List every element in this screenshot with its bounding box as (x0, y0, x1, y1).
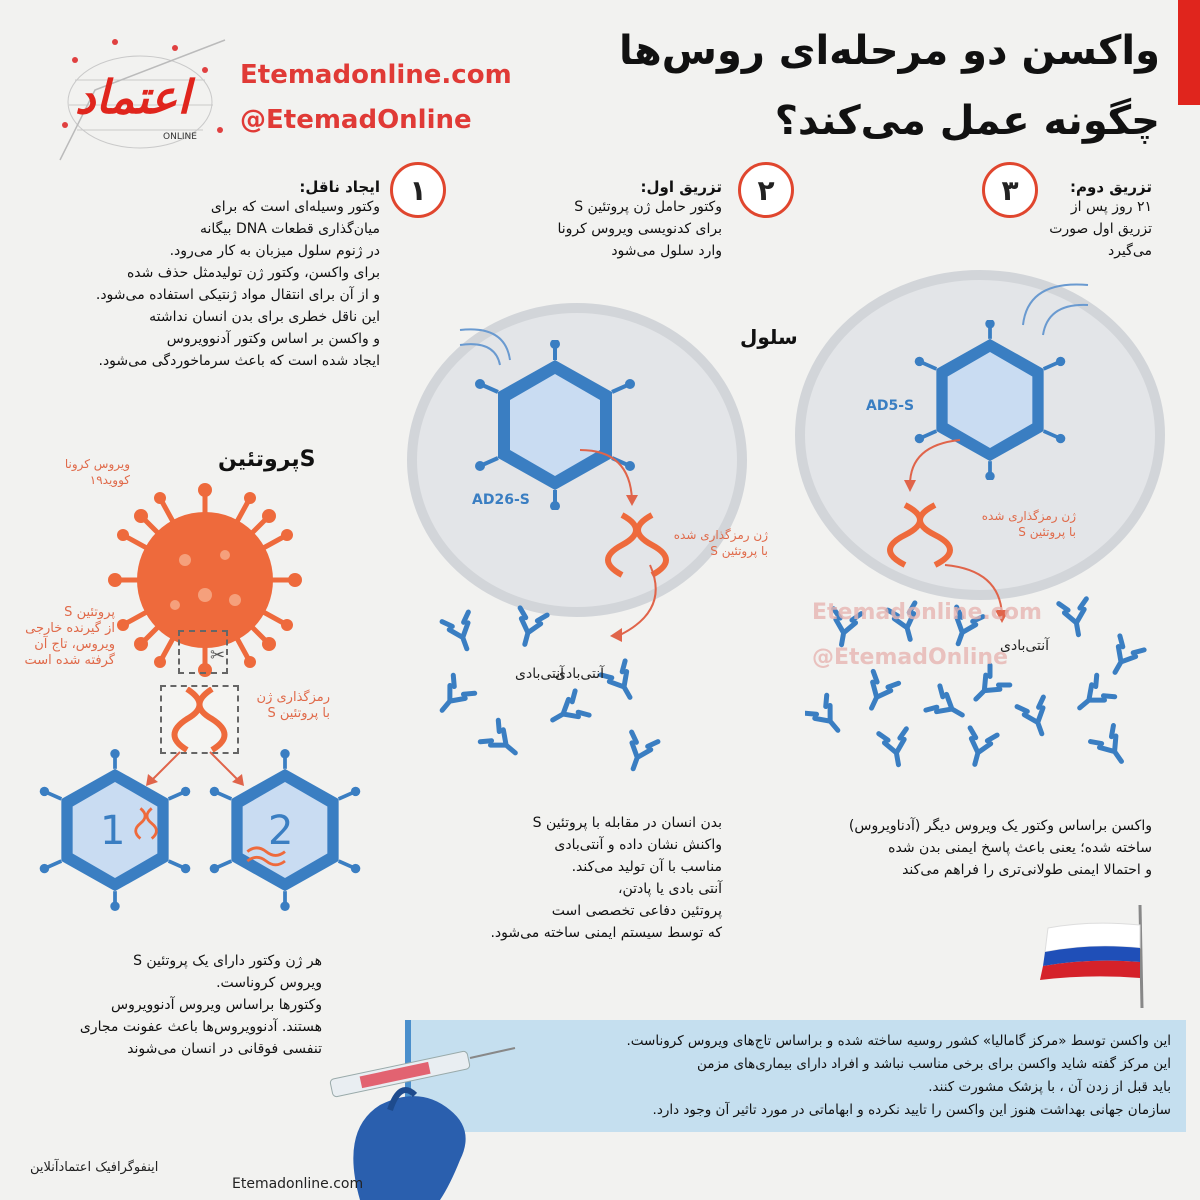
second-vaccine-text (772, 815, 1152, 881)
title-line-2: چگونه عمل می‌کند؟ (774, 98, 1160, 144)
vector-1-number: 1 (100, 808, 126, 854)
vectors-desc-line: تنفسی فوقانی در انسان می‌شوند (127, 1041, 322, 1057)
encoded-gene-line: با پروتئین S (710, 544, 768, 558)
second-vaccine-line: واکسن براساس وکتور یک ویروس دیگر (آدناویروس) (848, 818, 1152, 834)
protein-s-desc-line: ویروس، تاج آن (34, 637, 115, 652)
footer-infographic: اینفوگرافیک اعتمادآنلاین (30, 1160, 159, 1175)
brand-logo (55, 30, 230, 170)
info-line: این واکسن توسط «مرکز گامالیا» کشور روسیه ساخته شده و براساس تاج‌های ویروس کروناست. (626, 1033, 1171, 1049)
step-1-line: وکتور وسیله‌ای است که برای (210, 199, 380, 215)
cell-1-encoded-gene-label (648, 527, 768, 559)
watermark-website: Etemadonline.com (812, 600, 1042, 625)
watermark-handle: @EtemadOnline (812, 645, 1009, 670)
protein-s-desc-line: پروتئین S (64, 605, 115, 620)
logo-subtext: ONLINE (163, 132, 197, 142)
step-1-line: در ژنوم سلول میزبان به کار می‌رود. (169, 243, 380, 259)
encoding-gene-label (240, 690, 330, 722)
step-3-body (1002, 196, 1152, 262)
logo-text: اعتماد (75, 70, 191, 124)
step-2-block (482, 178, 722, 262)
gene-box (160, 685, 239, 754)
antibody-label-2: آنتی‌بادی (555, 666, 605, 682)
step-1-title: ایجاد ناقل: (299, 178, 380, 196)
protein-s-description (15, 605, 115, 669)
ad26-label: AD26-S (472, 492, 530, 508)
step-2-line: برای کدنویسی ویروس کرونا (557, 221, 722, 237)
protein-s-desc-line: از گیرنده خارجی (25, 621, 115, 636)
vector-2-number: 2 (268, 808, 294, 854)
step-1-line: ایجاد شده است که باعث سرماخوردگی می‌شود. (98, 353, 380, 369)
antibody-label-3: آنتی‌بادی (1000, 638, 1050, 654)
step-3-block (1002, 178, 1152, 262)
vectors-desc-line: هستند. آدنوویروس‌ها باعث عفونت مجاری (79, 1019, 322, 1035)
step-1-line: برای واکسن، وکتور ژن تولیدمثل حذف شده (126, 265, 380, 281)
step-1-line: و از آن برای انتقال مواد ژنتیکی استفاده می‌شود. (95, 287, 380, 303)
antibody-label-1: آنتی‌بادی (515, 666, 565, 682)
step-2-line: وارد سلول می‌شود (611, 243, 722, 259)
vectors-description (22, 950, 322, 1060)
red-corner-bar (1178, 0, 1200, 105)
body-reaction-line: پروتئین دفاعی تخصصی است (551, 903, 722, 919)
encoding-gene-line: رمزگذاری ژن (256, 690, 330, 705)
step-3-line: ۲۱ روز پس از (1070, 199, 1152, 215)
body-reaction-line: آنتی بادی یا پادتن، (617, 881, 722, 897)
step-1-block (30, 178, 380, 372)
vectors-desc-line: ویروس کروناست. (216, 975, 322, 991)
step-2-body (482, 196, 722, 262)
step-3-title: تزریق دوم: (1070, 178, 1152, 196)
ad5-label: AD5-S (866, 398, 915, 414)
step-1-body (30, 196, 380, 372)
body-reaction-text (422, 812, 722, 944)
brand-website: Etemadonline.com (240, 60, 512, 90)
step-3-line: تزریق اول صورت می‌گیرد (1049, 221, 1152, 259)
protein-s-desc-line: گرفته شده است (24, 653, 115, 668)
body-reaction-line: که توسط سیستم ایمنی ساخته می‌شود. (490, 925, 722, 941)
cell-label: سلول (740, 325, 798, 349)
encoded-gene-line: ژن رمزگذاری شده (981, 509, 1076, 523)
russia-flag-icon (1040, 900, 1150, 1010)
vectors-desc-line: وکتورها براساس ویروس آدنوویروس (111, 997, 322, 1013)
step-1-line: میان‌گذاری قطعات DNA بیگانه (200, 221, 380, 237)
step-3-number: ۳ (982, 162, 1038, 218)
cell-2-encoded-gene-label (956, 508, 1076, 540)
second-vaccine-line: ساخته شده؛ یعنی باعث پاسخ ایمنی بدن شده (888, 840, 1152, 856)
step-2-number: ۲ (738, 162, 794, 218)
brand-handle: @EtemadOnline (240, 105, 472, 135)
info-line: باید قبل از زدن آن ، با پزشک مشورت کنند. (928, 1079, 1171, 1095)
body-reaction-line: واکنش نشان داده و آنتی‌بادی (554, 837, 722, 853)
antibodies-group-1 (430, 600, 680, 780)
info-line: این مرکز گفته شاید واکسن برای برخی مناسب نباشد و افراد دارای بیماری‌های مزمن (697, 1056, 1171, 1072)
vectors-desc-line: هر ژن وکتور دارای یک پروتئین S (133, 953, 322, 969)
virus-name-line: کووید۱۹ (89, 473, 130, 487)
virus-name-line: ویروس کرونا (64, 457, 130, 471)
protein-s-label: پروتئینS (218, 447, 316, 472)
step-1-number: ۱ (390, 162, 446, 218)
step-1-line: و واکسن بر اساس وکتور آدنوویروس (166, 331, 380, 347)
step-2-line: وکتور حامل ژن پروتئین S (574, 199, 722, 215)
body-reaction-line: مناسب با آن تولید می‌کند. (571, 859, 722, 875)
syringe-hand-icon (300, 1010, 550, 1200)
encoded-gene-line: با پروتئین S (1018, 525, 1076, 539)
second-vaccine-line: و احتمالا ایمنی طولانی‌تری را فراهم می‌کند (902, 862, 1152, 878)
step-2-title: تزریق اول: (640, 178, 722, 196)
encoding-gene-line: با پروتئین S (267, 706, 330, 721)
body-reaction-line: بدن انسان در مقابله با پروتئین S (532, 815, 722, 831)
footer-website: Etemadonline.com (232, 1176, 364, 1192)
title-line-1: واکسن دو مرحله‌ای روس‌ها (619, 28, 1160, 74)
scissors-icon: ✂ (210, 645, 226, 666)
info-line: سازمان جهانی بهداشت هنوز این واکسن را تایید نکرده و ابهاماتی در مورد تاثیر آن وجود دارد. (652, 1102, 1171, 1118)
encoded-gene-line: ژن رمزگذاری شده (673, 528, 768, 542)
step-1-line: این ناقل خطری برای بدن انسان نداشته (149, 309, 380, 325)
